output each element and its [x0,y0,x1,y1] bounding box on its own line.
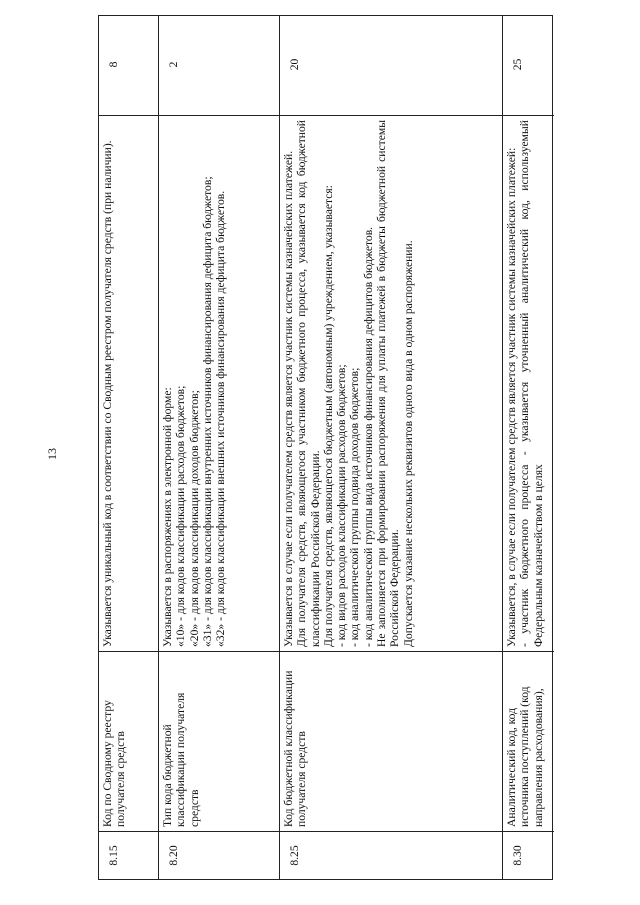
requisite-name: Код по Сводному реестру получателя средств [99,651,158,831]
row-number: 8.25 [280,831,502,879]
requisites-table [98,15,553,880]
requisite-description [503,115,554,651]
description-line: - участник бюджетного процесса - указывается уточненный аналитический код, используемый Федеральным казначейством в целях [518,120,545,647]
table-row [503,16,554,879]
description-line: «20» - для кодов классификации доходов бюджетов; [187,390,201,647]
requisite-description [280,115,502,651]
field-length: 25 [511,58,524,71]
description-line: - код видов расходов классификации расходов бюджетов; [335,364,349,647]
description-line: Указывается уникальный код в соответствии со Сводным реестром получателя средств (при наличии). [101,140,114,647]
requisite-name: Тип кода бюджетной классификации получателя средств [159,651,279,831]
page-number: 13 [45,448,59,460]
requisite-name: Аналитический код, код источника поступлений (код направления расходования), [503,651,554,831]
field-length: 2 [167,61,180,68]
requisite-name: Код бюджетной классификации получателя средств [280,651,502,831]
description-line: Не заполняется при формировании распоряжения для уплаты платежей в бюджеты бюджетной системы Российской Федерации. [375,120,402,647]
table-row [99,16,159,879]
field-length: 20 [288,58,301,71]
table-row [280,16,503,879]
description-line: Указывается в распоряжениях в электронной форме: [161,387,174,647]
description-line: «10» - для кодов классификации расходов бюджетов; [174,385,188,647]
requisite-description [159,115,279,651]
description-line: Указывается в случае если получателем средств является участник системы казначейских платежей. [282,150,295,647]
description-line: «31» - для кодов классификации внутренних источников финансирования дефицита бюджетов; [200,176,214,647]
table-row [159,16,280,879]
requisite-description [99,115,158,651]
row-number: 8.15 [99,831,158,879]
row-number: 8.30 [503,831,554,879]
description-line: - код аналитической группы вида источников финансирования дефицитов бюджетов. [361,226,375,647]
row-number: 8.20 [159,831,279,879]
description-line: «32» - для кодов классификации внешних источников финансирования дефицита бюджетов. [214,190,228,647]
description-line: Указывается, в случае если получателем средств является участник системы казначейских платежей: [505,147,518,647]
description-line: Допускается указание нескольких реквизитов одного вида в одном распоряжении. [401,240,415,647]
description-line: - код аналитической группы подвида доходов бюджетов; [348,367,362,647]
description-line: Для получателя средств, являющегося бюджетным (автономным) учреждением, указывается: [321,185,335,647]
description-line: Для получателя средств, являющегося участником бюджетного процесса, указывается код бюджетной классификации Российской Федерации. [295,120,322,647]
field-length: 8 [107,61,120,68]
